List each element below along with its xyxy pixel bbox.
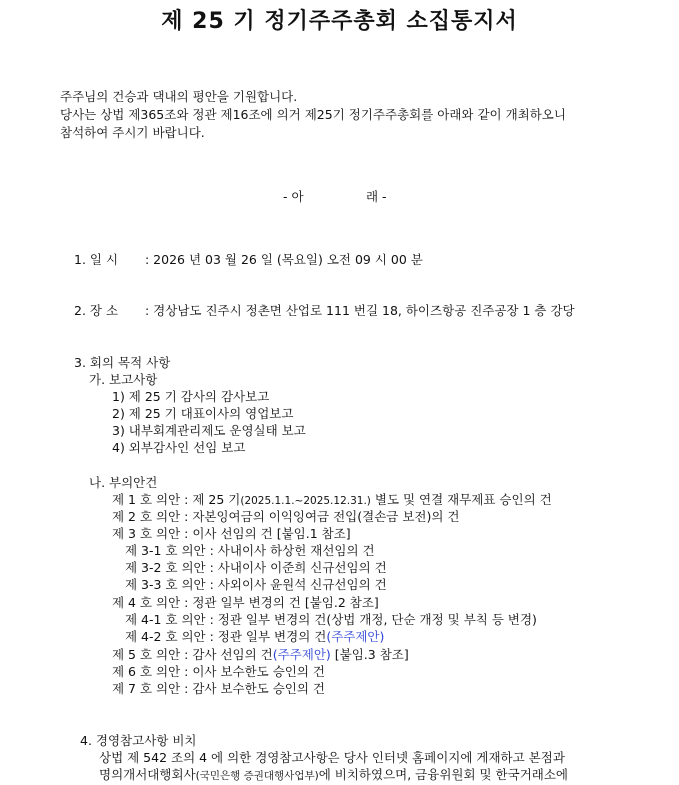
document-title: 제 25 기 정기주주총회 소집통지서: [161, 9, 518, 34]
agenda-item-4-2-text: 제 4-2 호 의안 : 정관 일부 변경의 건: [125, 629, 327, 644]
agenda-item-5-text: 제 5 호 의안 : 감사 선임의 건: [112, 647, 273, 662]
agenda-item-4-2: [125, 628, 384, 645]
agenda-item-3-2: 제 3-2 호 의안 : 사내이사 이준희 신규선임의 건: [125, 560, 387, 575]
agenda-item-4: 제 4 호 의안 : 정관 일부 변경의 건 [붙임.2 참조]: [112, 595, 379, 610]
place-label: 2. 장 소: [74, 303, 119, 318]
agenda-item-4-1: 제 4-1 호 의안 : 정관 일부 변경의 건(상법 개정, 단순 개정 및 부칙 등 변경): [125, 612, 537, 627]
greeting-text: 주주님의 건승과 댁내의 평안을 기원합니다.: [60, 89, 298, 104]
reference-line-2: [99, 766, 568, 785]
agenda-item-2: 제 2 호 의안 : 자본잉여금의 이익잉여금 전입(결손금 보전)의 건: [112, 509, 460, 524]
report-item: 4) 외부감사인 선임 보고: [112, 440, 246, 455]
separator-right: 래 -: [366, 189, 387, 204]
reference-line-2-post: 에 비치하였으며, 금융위원회 및 한국거래소에: [318, 767, 569, 782]
shareholder-proposal-tag: (주주제안): [272, 647, 331, 662]
reference-line-1: 상법 제 542 조의 4 에 의한 경영참고사항은 당사 인터넷 홈페이지에 게재하고 본점과: [99, 750, 565, 765]
agenda-item-1-post: 별도 및 연결 재무제표 승인의 건: [370, 492, 552, 507]
separator-left: - 아: [283, 189, 304, 204]
agenda-heading: 나. 부의안건: [89, 475, 158, 490]
agenda-item-5: [112, 646, 409, 663]
intro-line-2: 참석하여 주시기 바랍니다.: [60, 125, 205, 140]
date-value: : 2026 년 03 월 26 일 (목요일) 오전 09 시 00 분: [145, 252, 423, 267]
agenda-item-6: 제 6 호 의안 : 이사 보수한도 승인의 건: [112, 664, 326, 679]
place-value: : 경상남도 진주시 정촌면 산업로 111 번길 18, 하이즈항공 진주공장 1 층 강당: [145, 303, 575, 318]
agenda-item-1-period: (2025.1.1.~2025.12.31.): [240, 495, 371, 507]
agenda-item-5-ref: [붙임.3 참조]: [330, 647, 409, 662]
agenda-item-3: 제 3 호 의안 : 이사 선임의 건 [붙임.1 참조]: [112, 526, 351, 541]
reference-line-2-pre: 명의개서대행회사: [99, 767, 196, 782]
agenda-item-3-1: 제 3-1 호 의안 : 사내이사 하상헌 재선임의 건: [125, 543, 375, 558]
shareholder-proposal-tag: (주주제안): [326, 629, 385, 644]
agenda-section-heading: 3. 회의 목적 사항: [74, 355, 171, 370]
agenda-item-3-3: 제 3-3 호 의안 : 사외이사 윤원석 신규선임의 건: [125, 577, 387, 592]
report-item: 2) 제 25 기 대표이사의 영업보고: [112, 406, 294, 421]
report-item: 1) 제 25 기 감사의 감사보고: [112, 389, 270, 404]
reference-line-2-agent: (국민은행 증권대행사업부): [195, 770, 319, 782]
date-label: 1. 일 시: [74, 252, 119, 267]
intro-line-1: 당사는 상법 제365조와 정관 제16조에 의거 제25기 정기주주총회를 아래와 같이 개최하오니: [60, 107, 566, 122]
report-item: 3) 내부회계관리제도 운영실태 보고: [112, 423, 306, 438]
reports-heading: 가. 보고사항: [89, 372, 158, 387]
reference-heading: 4. 경영참고사항 비치: [80, 733, 197, 748]
agenda-item-1-pre: 제 1 호 의안 : 제 25 기: [112, 492, 241, 507]
agenda-item-7: 제 7 호 의안 : 감사 보수한도 승인의 건: [112, 681, 326, 696]
